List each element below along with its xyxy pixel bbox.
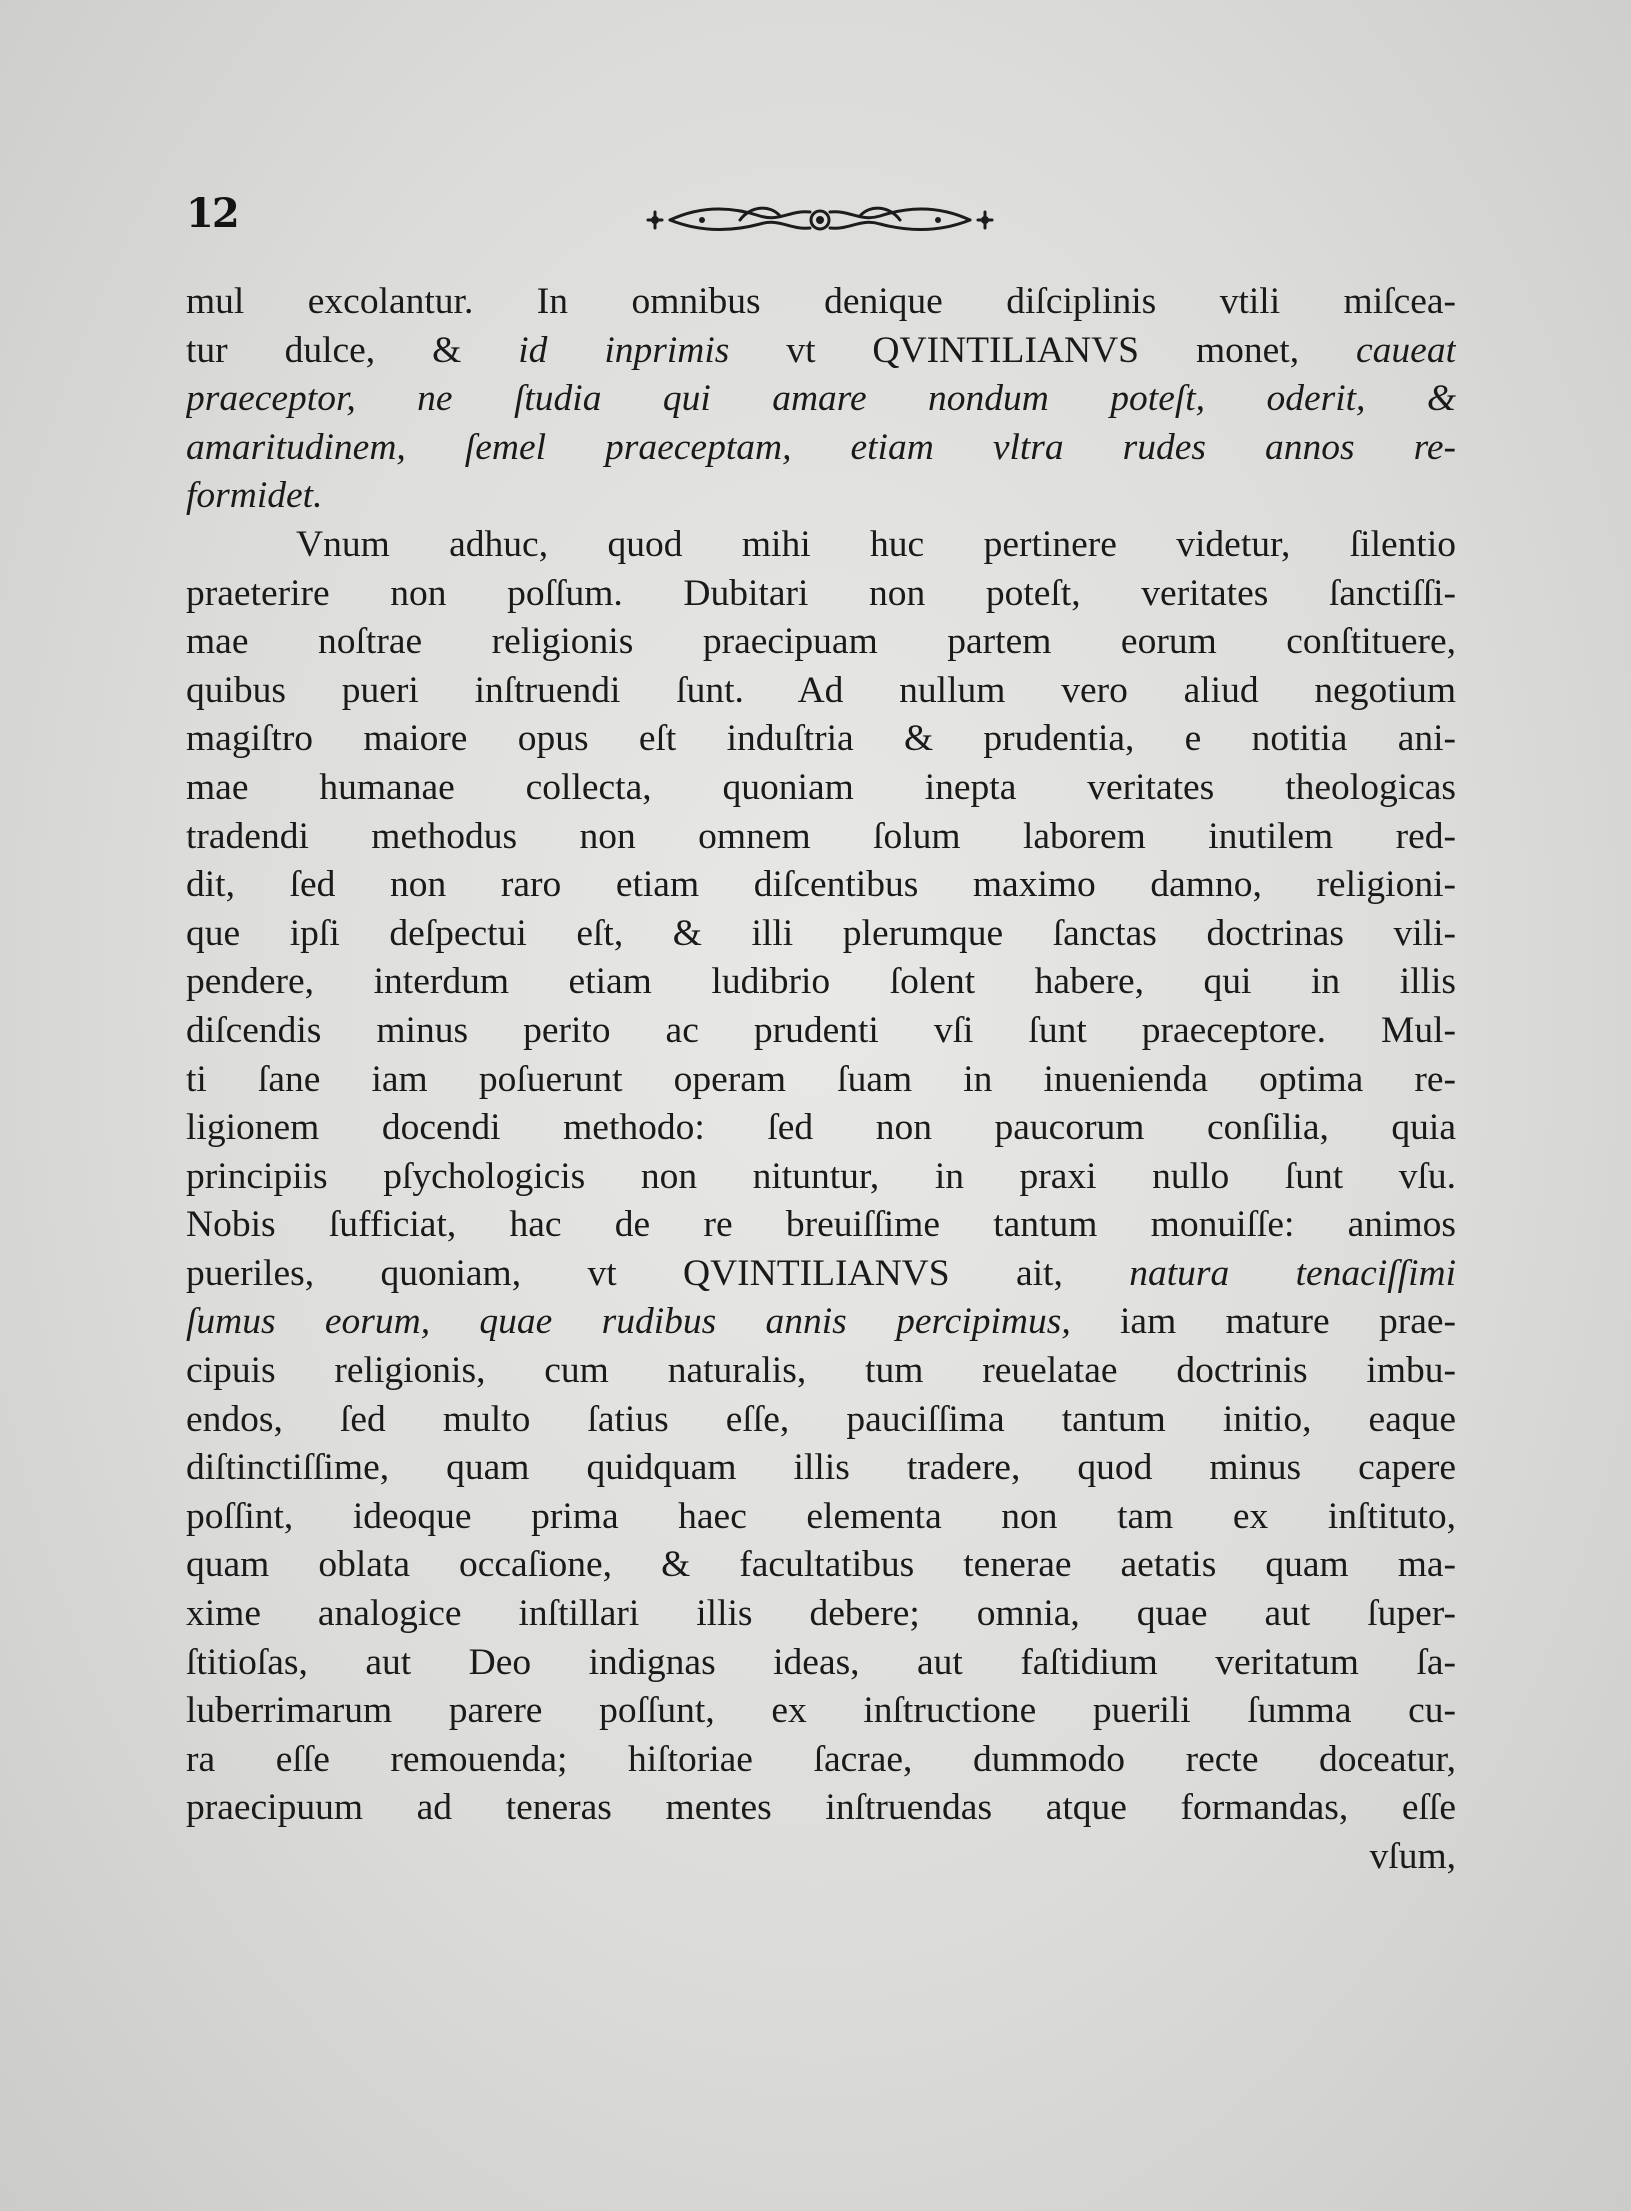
text-line [186,327,1456,376]
text-line [186,1298,1456,1347]
text-line [186,1396,1456,1445]
text-segment: iam mature prae- [1070,1301,1456,1343]
text-line [186,278,1456,327]
text-line [186,1639,1456,1688]
text-line [186,375,1456,424]
text-line [186,1201,1456,1250]
text-segment: pendere, interdum etiam ludibrio ſolent habere, qui in illis [186,961,1456,1003]
text-segment: luberrimarum parere poſſunt, ex inſtructione puerili ſumma cu- [186,1690,1456,1732]
text-line [186,667,1456,716]
text-line [186,1541,1456,1590]
text-line [186,1153,1456,1202]
text-segment: cipuis religionis, cum naturalis, tum reuelatae doctrinis imbu- [186,1350,1456,1392]
text-segment: diſtinctiſſime, quam quidquam illis tradere, quod minus capere [186,1447,1456,1489]
body-text [186,278,1456,1882]
italic-text: amaritudinem, ſemel praeceptam, etiam vltra rudes annos re- [186,426,1456,468]
text-line [186,1250,1456,1299]
text-line [186,521,1456,570]
page-number: 12 [186,190,238,237]
text-segment: magiſtro maiore opus eſt induſtria & prudentia, e notitia ani- [186,718,1456,760]
headpiece-ornament-icon [640,186,1000,250]
text-segment: praeterire non poſſum. Dubitari non poteſt, veritates ſanctiſſi- [186,572,1456,614]
text-line [186,472,1456,521]
text-segment: praecipuum ad teneras mentes inſtruendas atque formandas, eſſe [186,1787,1456,1829]
text-segment: diſcendis minus perito ac prudenti vſi ſunt praeceptore. Mul- [186,1009,1456,1051]
text-line [186,1104,1456,1153]
italic-text: natura tenaciſſimi [1129,1252,1456,1294]
text-segment: Nobis ſufficiat, hac de re breuiſſime tantum monuiſſe: animos [186,1204,1456,1246]
text-line [186,1687,1456,1736]
text-segment: tur dulce, & [186,329,519,371]
text-segment: principiis pſychologicis non nituntur, in praxi nullo ſunt vſu. [186,1155,1456,1197]
text-segment: vt QVINTILIANVS monet, [729,329,1357,371]
catchword: vſum, [1369,1836,1456,1877]
text-segment: Vnum adhuc, quod mihi huc pertinere videtur, ſilentio [296,523,1456,565]
italic-text: caueat [1356,329,1456,371]
text-line [186,813,1456,862]
text-segment: ti ſane iam poſuerunt operam ſuam in inuenienda optima re- [186,1058,1456,1100]
text-segment: poſſint, ideoque prima haec elementa non tam ex inſtituto, [186,1495,1456,1537]
text-segment: endos, ſed multo ſatius eſſe, pauciſſima tantum initio, eaque [186,1398,1456,1440]
text-segment: mul excolantur. In omnibus denique diſciplinis vtili miſcea- [186,281,1456,322]
text-line [186,1590,1456,1639]
text-line [186,1444,1456,1493]
text-line [186,861,1456,910]
italic-text: praeceptor, ne ſtudia qui amare nondum poteſt, oderit, & [186,378,1456,420]
text-line [186,618,1456,667]
text-segment: ſtitioſas, aut Deo indignas ideas, aut faſtidium veritatum ſa- [186,1641,1456,1683]
text-line [186,1784,1456,1833]
italic-text: formidet. [186,475,323,517]
text-line [186,910,1456,959]
text-segment: tradendi methodus non omnem ſolum laborem inutilem red- [186,815,1456,857]
text-line [186,958,1456,1007]
text-segment: xime analogice inſtillari illis debere; omnia, quae aut ſuper- [186,1593,1456,1635]
text-line [186,715,1456,764]
italic-text: ſumus eorum, quae rudibus annis percipimus, [186,1301,1071,1343]
text-line [186,1347,1456,1396]
text-segment: que ipſi deſpectui eſt, & illi plerumque ſanctas doctrinas vili- [186,912,1456,954]
text-segment: ligionem docendi methodo: ſed non paucorum conſilia, quia [186,1107,1456,1149]
italic-text: id inprimis [518,329,730,371]
text-line [186,1736,1456,1785]
text-line [186,424,1456,473]
text-segment: pueriles, quoniam, vt QVINTILIANVS ait, [186,1252,1130,1294]
text-line [186,1493,1456,1542]
text-segment: quam oblata occaſione, & facultatibus tenerae aetatis quam ma- [186,1544,1456,1586]
text-segment: ra eſſe remouenda; hiſtoriae ſacrae, dummodo recte doceatur, [186,1738,1456,1780]
text-line [186,1007,1456,1056]
text-segment: dit, ſed non raro etiam diſcentibus maximo damno, religioni- [186,864,1456,906]
text-line [186,570,1456,619]
text-line [186,764,1456,813]
text-segment: mae humanae collecta, quoniam inepta veritates theologicas [186,766,1456,808]
text-line [186,1056,1456,1105]
text-segment: mae noſtrae religionis praecipuam partem eorum conſtituere, [186,621,1456,663]
text-segment: quibus pueri inſtruendi ſunt. Ad nullum vero aliud negotium [186,669,1456,711]
